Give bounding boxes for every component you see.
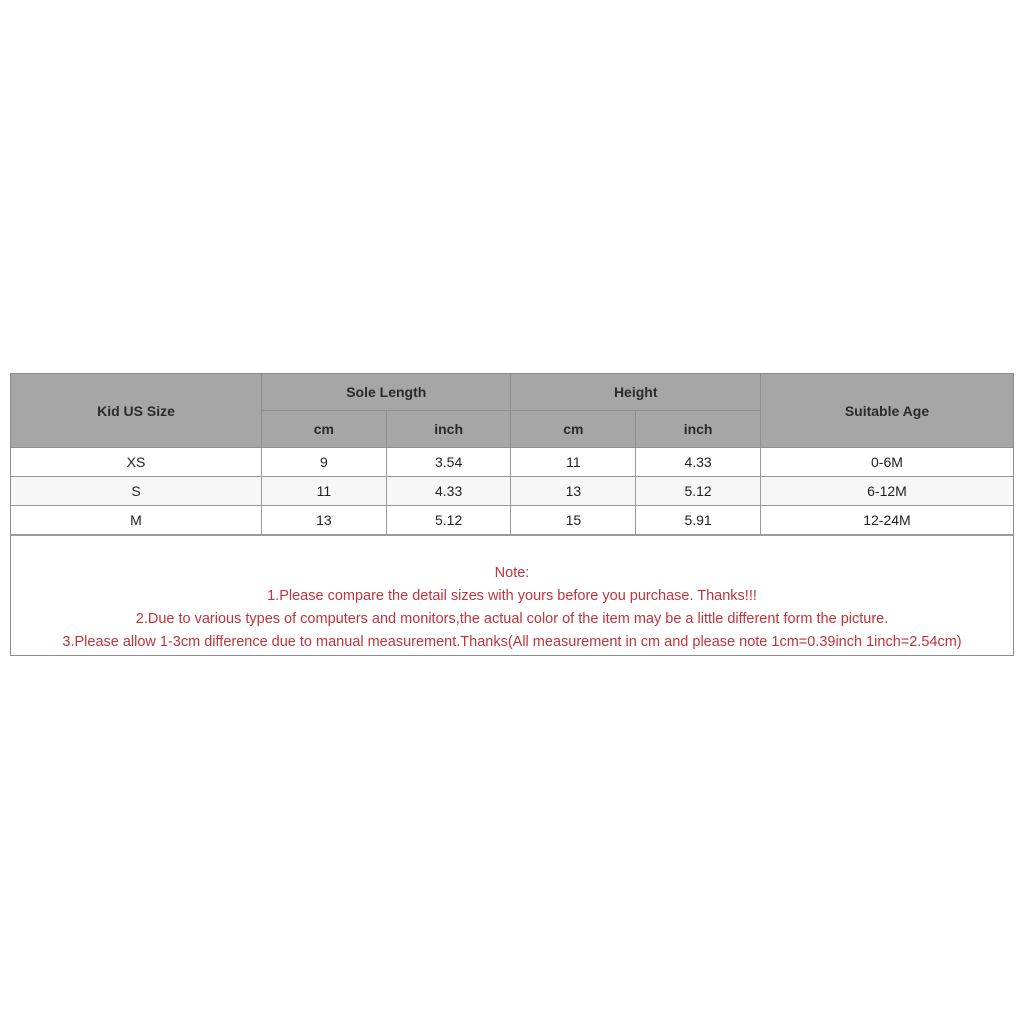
cell-sole-cm: 9 — [262, 448, 387, 477]
header-sole-inch: inch — [386, 411, 511, 448]
header-suitable-age: Suitable Age — [760, 374, 1013, 448]
note-title: Note: — [494, 565, 530, 581]
size-chart — [10, 373, 1014, 656]
note-line-2: 2.Due to various types of computers and monitors,the actual color of the item may be a little different form the picture. — [135, 611, 889, 627]
size-table — [11, 374, 1013, 535]
header-height: Height — [511, 374, 760, 411]
cell-height-cm: 13 — [511, 477, 636, 506]
cell-sole-inch: 3.54 — [386, 448, 511, 477]
cell-height-cm: 15 — [511, 506, 636, 535]
cell-sole-inch: 4.33 — [386, 477, 511, 506]
cell-sole-cm: 13 — [262, 506, 387, 535]
header-height-cm: cm — [511, 411, 636, 448]
cell-size: XS — [11, 448, 262, 477]
header-kid-us-size: Kid US Size — [11, 374, 262, 448]
cell-sole-inch: 5.12 — [386, 506, 511, 535]
header-height-inch: inch — [636, 411, 761, 448]
notes-section — [11, 535, 1013, 655]
cell-sole-cm: 11 — [262, 477, 387, 506]
cell-height-inch: 5.91 — [636, 506, 761, 535]
cell-height-cm: 11 — [511, 448, 636, 477]
header-row-top — [11, 374, 1013, 411]
cell-age: 0-6M — [760, 448, 1013, 477]
note-line-1: 1.Please compare the detail sizes with yours before you purchase. Thanks!!! — [267, 588, 757, 604]
cell-size: M — [11, 506, 262, 535]
cell-height-inch: 5.12 — [636, 477, 761, 506]
header-sole-cm: cm — [262, 411, 387, 448]
cell-age: 12-24M — [760, 506, 1013, 535]
cell-age: 6-12M — [760, 477, 1013, 506]
table-row — [11, 477, 1013, 506]
table-row — [11, 506, 1013, 535]
header-sole-length: Sole Length — [262, 374, 511, 411]
note-line-3: 3.Please allow 1-3cm difference due to manual measurement.Thanks(All measurement in cm and please note 1cm=0.39inch 1inch=2.54cm) — [62, 634, 962, 650]
table-row — [11, 448, 1013, 477]
cell-size: S — [11, 477, 262, 506]
cell-height-inch: 4.33 — [636, 448, 761, 477]
